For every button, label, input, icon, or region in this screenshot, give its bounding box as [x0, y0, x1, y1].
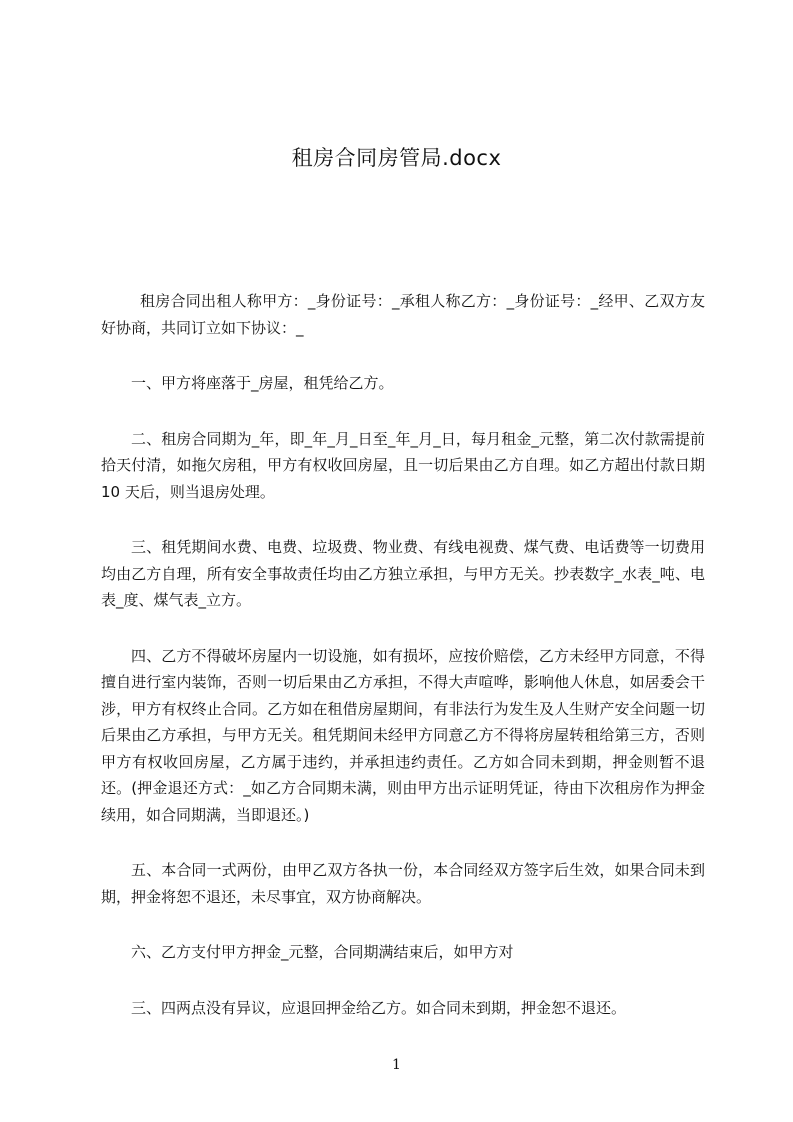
paragraph-clause-6: 六、乙方支付甲方押金_元整，合同期满结束后，如甲方对 [131, 943, 514, 961]
paragraph-clause-2: 二、租房合同期为_年，即_年_月_日至_年_月_日，每月租金_元整，第二次付款需提前拾天付清，如拖欠房租，甲方有权收回房屋，且一切后果由乙方自理。如乙方超出付款日期 10 天后，则当退房处理。 [101, 429, 705, 501]
paragraph-clause-6-continued: 三、四两点没有异议，应退回押金给乙方。如合同未到期，押金恕不退还。 [131, 998, 627, 1017]
paragraph-clause-4: 四、乙方不得破坏房屋内一切设施，如有损坏，应按价赔偿，乙方未经甲方同意，不得擅自进行室内装饰，否则一切后果由乙方承担，不得大声喧哗，影响他人休息，如居委会干涉，甲方有权终止合同。乙方如在租借房屋期间，有非法行为发生及人生财产安全问题一切后果由乙方承担，与甲方无关。租凭期间未经甲方同意乙方不得将房屋转租给第三方，否则甲方有权收回房屋，乙方属于违约，并承担违约责任。乙方如合同未到期，押金则暂不退还。(押金退还方式：_如乙方合同期未满，则由甲方出示证明凭证，待由下次租房作为押金续用，如合同期满，当即退还。) [101, 646, 705, 824]
paragraph-clause-3: 三、租凭期间水费、电费、垃圾费、物业费、有线电视费、煤气费、电话费等一切费用均由乙方自理，所有安全事故责任均由乙方独立承担，与甲方无关。抄表数字_水表_吨、电表_度、煤气表_立方。 [101, 538, 705, 609]
paragraph-clause-1: 一、甲方将座落于_房屋，租凭给乙方。 [131, 374, 394, 392]
paragraph-intro: 租房合同出租人称甲方：_身份证号：_承租人称乙方：_身份证号：_经甲、乙双方友好协商，共同订立如下协议：_ [101, 292, 705, 337]
page-number: 1 [392, 1057, 401, 1073]
document-body [101, 288, 705, 1050]
paragraph-clause-5: 五、本合同一式两份，由甲乙双方各执一份，本合同经双方签字后生效，如果合同未到期，押金将恕不退还，未尽事宜，双方协商解决。 [101, 861, 705, 906]
document-title: 租房合同房管局.docx [291, 146, 502, 170]
